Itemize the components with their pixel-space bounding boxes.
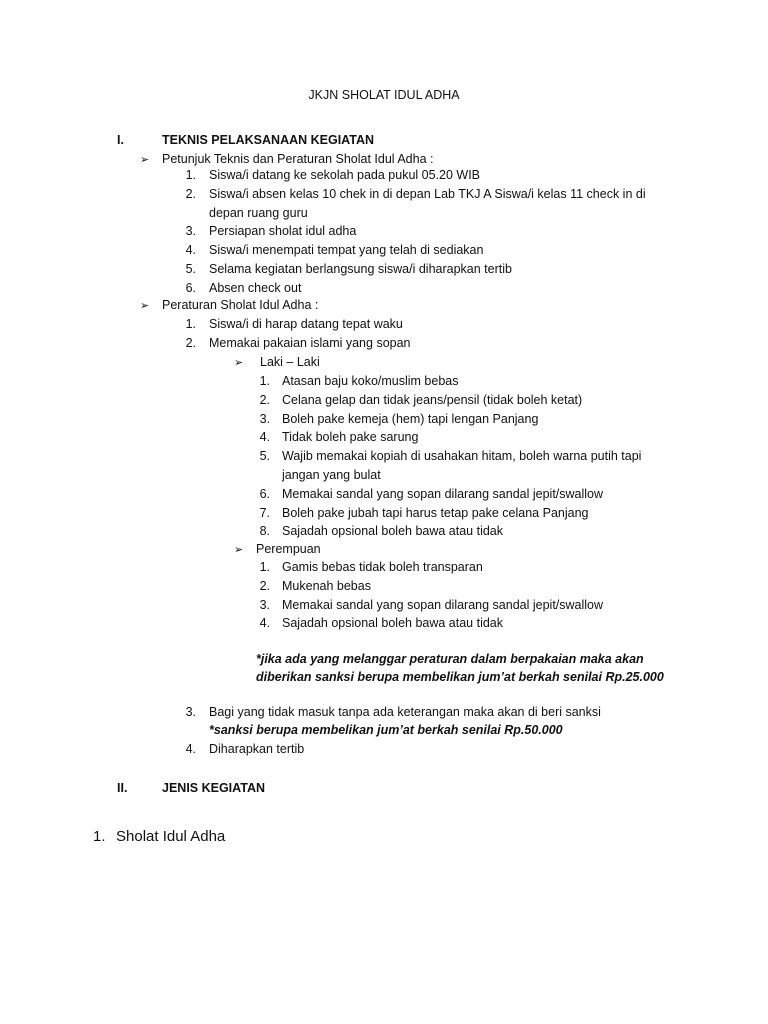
item-text: Bagi yang tidak masuk tanpa ada keterangan maka akan di beri sanksi — [209, 705, 601, 719]
item-text: Tidak boleh pake sarung — [282, 430, 419, 445]
item-number: 4. — [185, 742, 196, 756]
activity-number: 1. — [93, 828, 106, 845]
sanksi-note-line-1: *jika ada yang melanggar peraturan dalam berpakaian maka akan — [256, 652, 644, 666]
section-1-numeral: I. — [117, 133, 124, 147]
item-text: Diharapkan tertib — [209, 742, 305, 756]
item-text: Absen check out — [209, 280, 302, 295]
item-text: Memakai pakaian islami yang sopan — [209, 335, 411, 350]
item-number: 4. — [259, 616, 270, 631]
item-number: 1. — [259, 374, 270, 388]
item-text: Persiapan sholat idul adha — [209, 224, 357, 239]
item-text: Celana gelap dan tidak jeans/pensil (tidak boleh ketat) — [282, 392, 583, 407]
section-2-heading: JENIS KEGIATAN — [162, 781, 266, 795]
perempuan-label: Perempuan — [256, 542, 321, 556]
arrow-bullet-icon: ➢ — [234, 544, 244, 556]
section-2-numeral: II. — [117, 781, 128, 795]
item-number: 6. — [259, 486, 270, 501]
item-number: 3. — [185, 224, 196, 239]
item-number: 7. — [259, 505, 270, 520]
activity-text: Sholat Idul Adha — [116, 828, 226, 845]
item-text: Boleh pake jubah tapi harus tetap pake celana Panjang — [282, 505, 589, 520]
laki-label: Laki – Laki — [260, 355, 320, 369]
sanksi-note-line-2: diberikan sanksi berupa membelikan jum’at berkah senilai Rp.25.000 — [256, 670, 664, 684]
arrow-bullet-icon: ➢ — [140, 154, 150, 166]
item-text: Sajadah opsional boleh bawa atau tidak — [282, 524, 504, 539]
item-number: 4. — [185, 243, 196, 258]
document-title: JKJN SHOLAT IDUL ADHA — [308, 88, 460, 102]
item-text: depan ruang guru — [209, 205, 308, 220]
item-text: Memakai sandal yang sopan dilarang sandal jepit/swallow — [282, 597, 604, 612]
item-text: Sajadah opsional boleh bawa atau tidak — [282, 616, 504, 631]
item-text: Wajib memakai kopiah di usahakan hitam, boleh warna putih tapi — [282, 449, 642, 464]
peraturan-label: Peraturan Sholat Idul Adha : — [162, 298, 319, 312]
item-text: jangan yang bulat — [282, 468, 381, 482]
petunjuk-label: Petunjuk Teknis dan Peraturan Sholat Idul Adha : — [162, 152, 434, 166]
item-number: 3. — [185, 705, 196, 719]
sanksi-note-2: *sanksi berupa membelikan jum’at berkah senilai Rp.50.000 — [209, 723, 563, 737]
item-text: Gamis bebas tidak boleh transparan — [282, 560, 483, 574]
item-number: 4. — [259, 430, 270, 445]
item-number: 5. — [259, 449, 270, 464]
item-number: 1. — [259, 560, 270, 574]
item-text: Atasan baju koko/muslim bebas — [282, 374, 459, 388]
item-text: Siswa/i absen kelas 10 chek in di depan Lab TKJ A Siswa/i kelas 11 check in di — [209, 186, 646, 201]
item-number: 2. — [185, 335, 196, 350]
item-number: 8. — [259, 524, 270, 539]
item-number: 3. — [259, 411, 270, 426]
arrow-bullet-icon: ➢ — [234, 357, 244, 369]
item-number: 6. — [185, 280, 196, 295]
item-text: Siswa/i datang ke sekolah pada pukul 05.20 WIB — [209, 168, 481, 182]
item-number: 1. — [185, 168, 196, 182]
item-text: Siswa/i menempati tempat yang telah di sediakan — [209, 243, 484, 258]
item-number: 2. — [185, 186, 196, 201]
arrow-bullet-icon: ➢ — [140, 300, 150, 312]
item-text: Boleh pake kemeja (hem) tapi lengan Panjang — [282, 411, 539, 426]
item-number: 3. — [259, 597, 270, 612]
item-text: Selama kegiatan berlangsung siswa/i diharapkan tertib — [209, 262, 512, 276]
item-number: 5. — [185, 262, 196, 276]
item-text: Mukenah bebas — [282, 578, 371, 593]
item-text: Memakai sandal yang sopan dilarang sandal jepit/swallow — [282, 486, 604, 501]
item-number: 1. — [185, 317, 196, 331]
item-text: Siswa/i di harap datang tepat waku — [209, 317, 403, 331]
item-number: 2. — [259, 578, 270, 593]
item-number: 2. — [259, 392, 270, 407]
section-1-heading: TEKNIS PELAKSANAAN KEGIATAN — [162, 133, 375, 147]
